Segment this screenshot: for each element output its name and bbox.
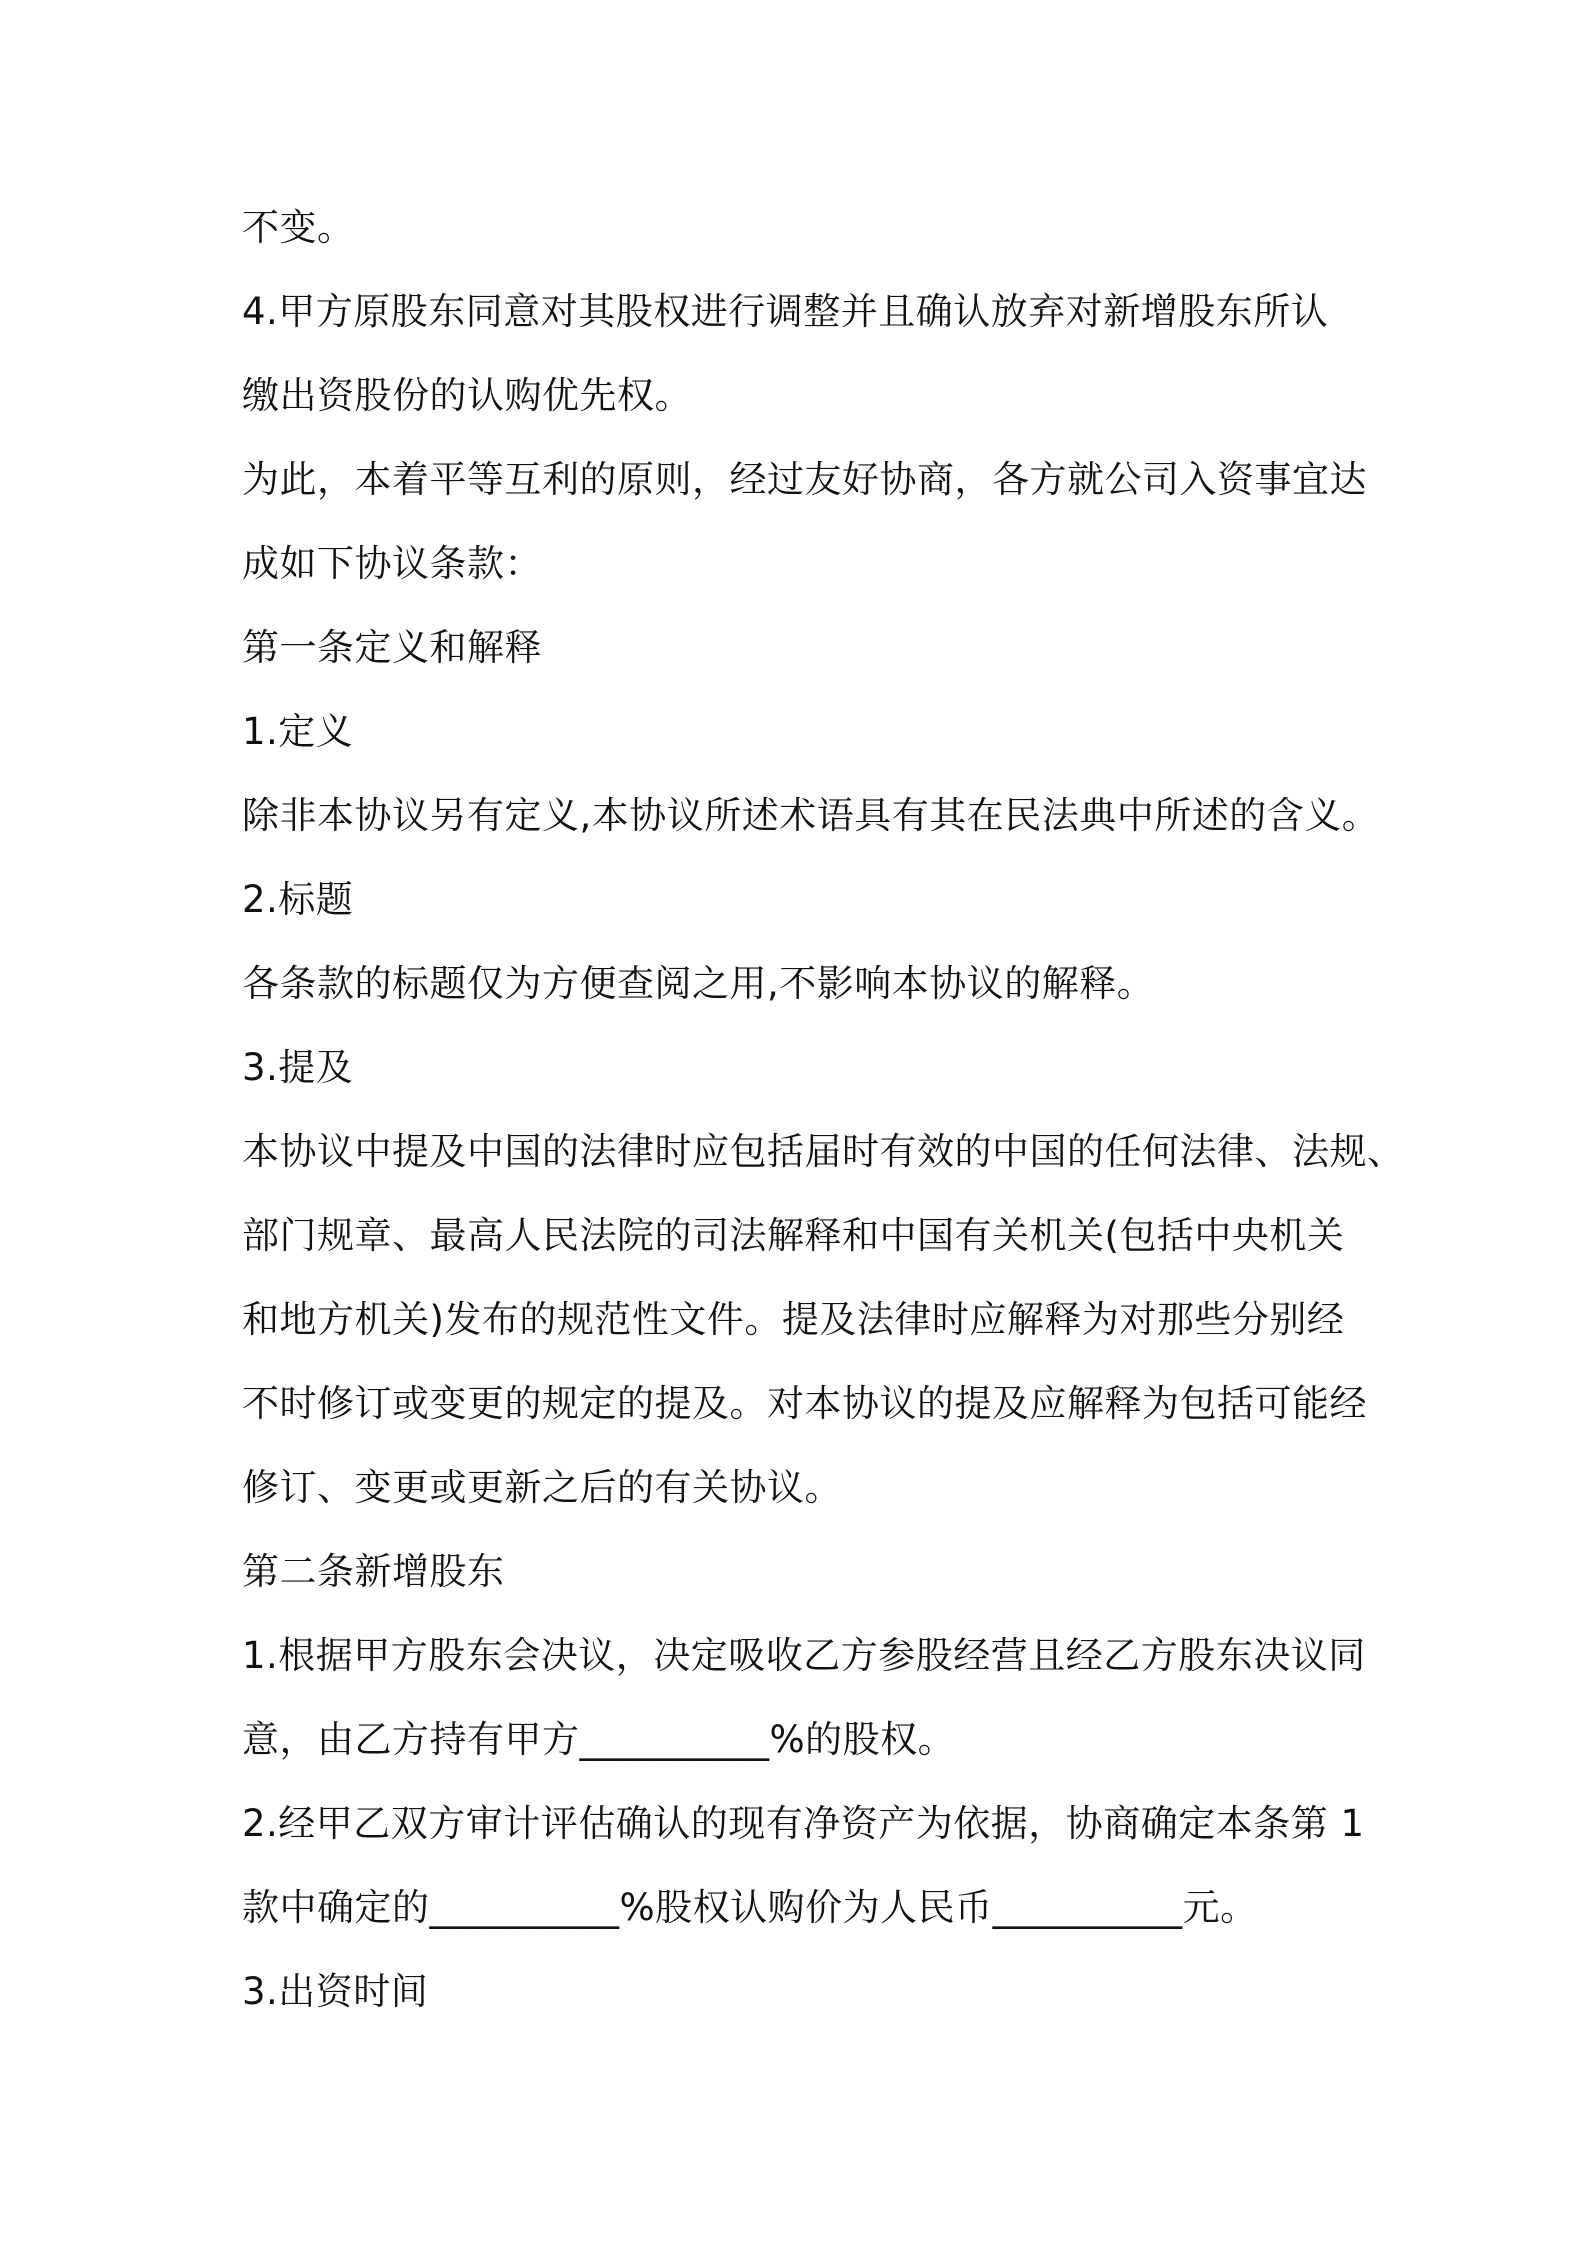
subsection-heading: 2.标题	[242, 878, 354, 921]
section-heading: 第一条定义和解释	[242, 626, 542, 669]
text-line: 4.甲方原股东同意对其股权进行调整并且确认放弃对新增股东所认	[242, 290, 1329, 333]
subsection-heading: 1.定义	[242, 710, 354, 753]
section-heading: 第二条新增股东	[242, 1550, 505, 1593]
text-line: 1.根据甲方股东会决议，决定吸收乙方参股经营且经乙方股东决议同	[242, 1634, 1366, 1677]
text-line: 缴出资股份的认购优先权。	[242, 374, 692, 417]
text-line: 不变。	[242, 206, 355, 249]
text-line: 意，由乙方持有甲方__________%的股权。	[242, 1718, 956, 1761]
text-line: 为此，本着平等互利的原则，经过友好协商，各方就公司入资事宜达	[242, 458, 1367, 501]
text-line: 各条款的标题仅为方便查阅之用,不影响本协议的解释。	[242, 962, 1155, 1005]
text-line: 2.经甲乙双方审计评估确认的现有净资产为依据，协商确定本条第 1	[242, 1802, 1365, 1845]
text-line: 不时修订或变更的规定的提及。对本协议的提及应解释为包括可能经	[242, 1382, 1367, 1425]
text-line: 部门规章、最高人民法院的司法解释和中国有关机关(包括中央机关	[242, 1214, 1345, 1257]
text-line: 成如下协议条款：	[242, 542, 542, 585]
subsection-heading: 3.出资时间	[242, 1970, 429, 2013]
text-line: 除非本协议另有定义,本协议所述术语具有其在民法典中所述的含义。	[242, 794, 1380, 837]
text-line: 款中确定的__________%股权认购价为人民币__________元。	[242, 1886, 1258, 1929]
subsection-heading: 3.提及	[242, 1046, 354, 1089]
text-line: 修订、变更或更新之后的有关协议。	[242, 1466, 842, 1509]
text-line: 和地方机关)发布的规范性文件。提及法律时应解释为对那些分别经	[242, 1298, 1345, 1341]
text-line: 本协议中提及中国的法律时应包括届时有效的中国的任何法律、法规、	[242, 1130, 1405, 1173]
